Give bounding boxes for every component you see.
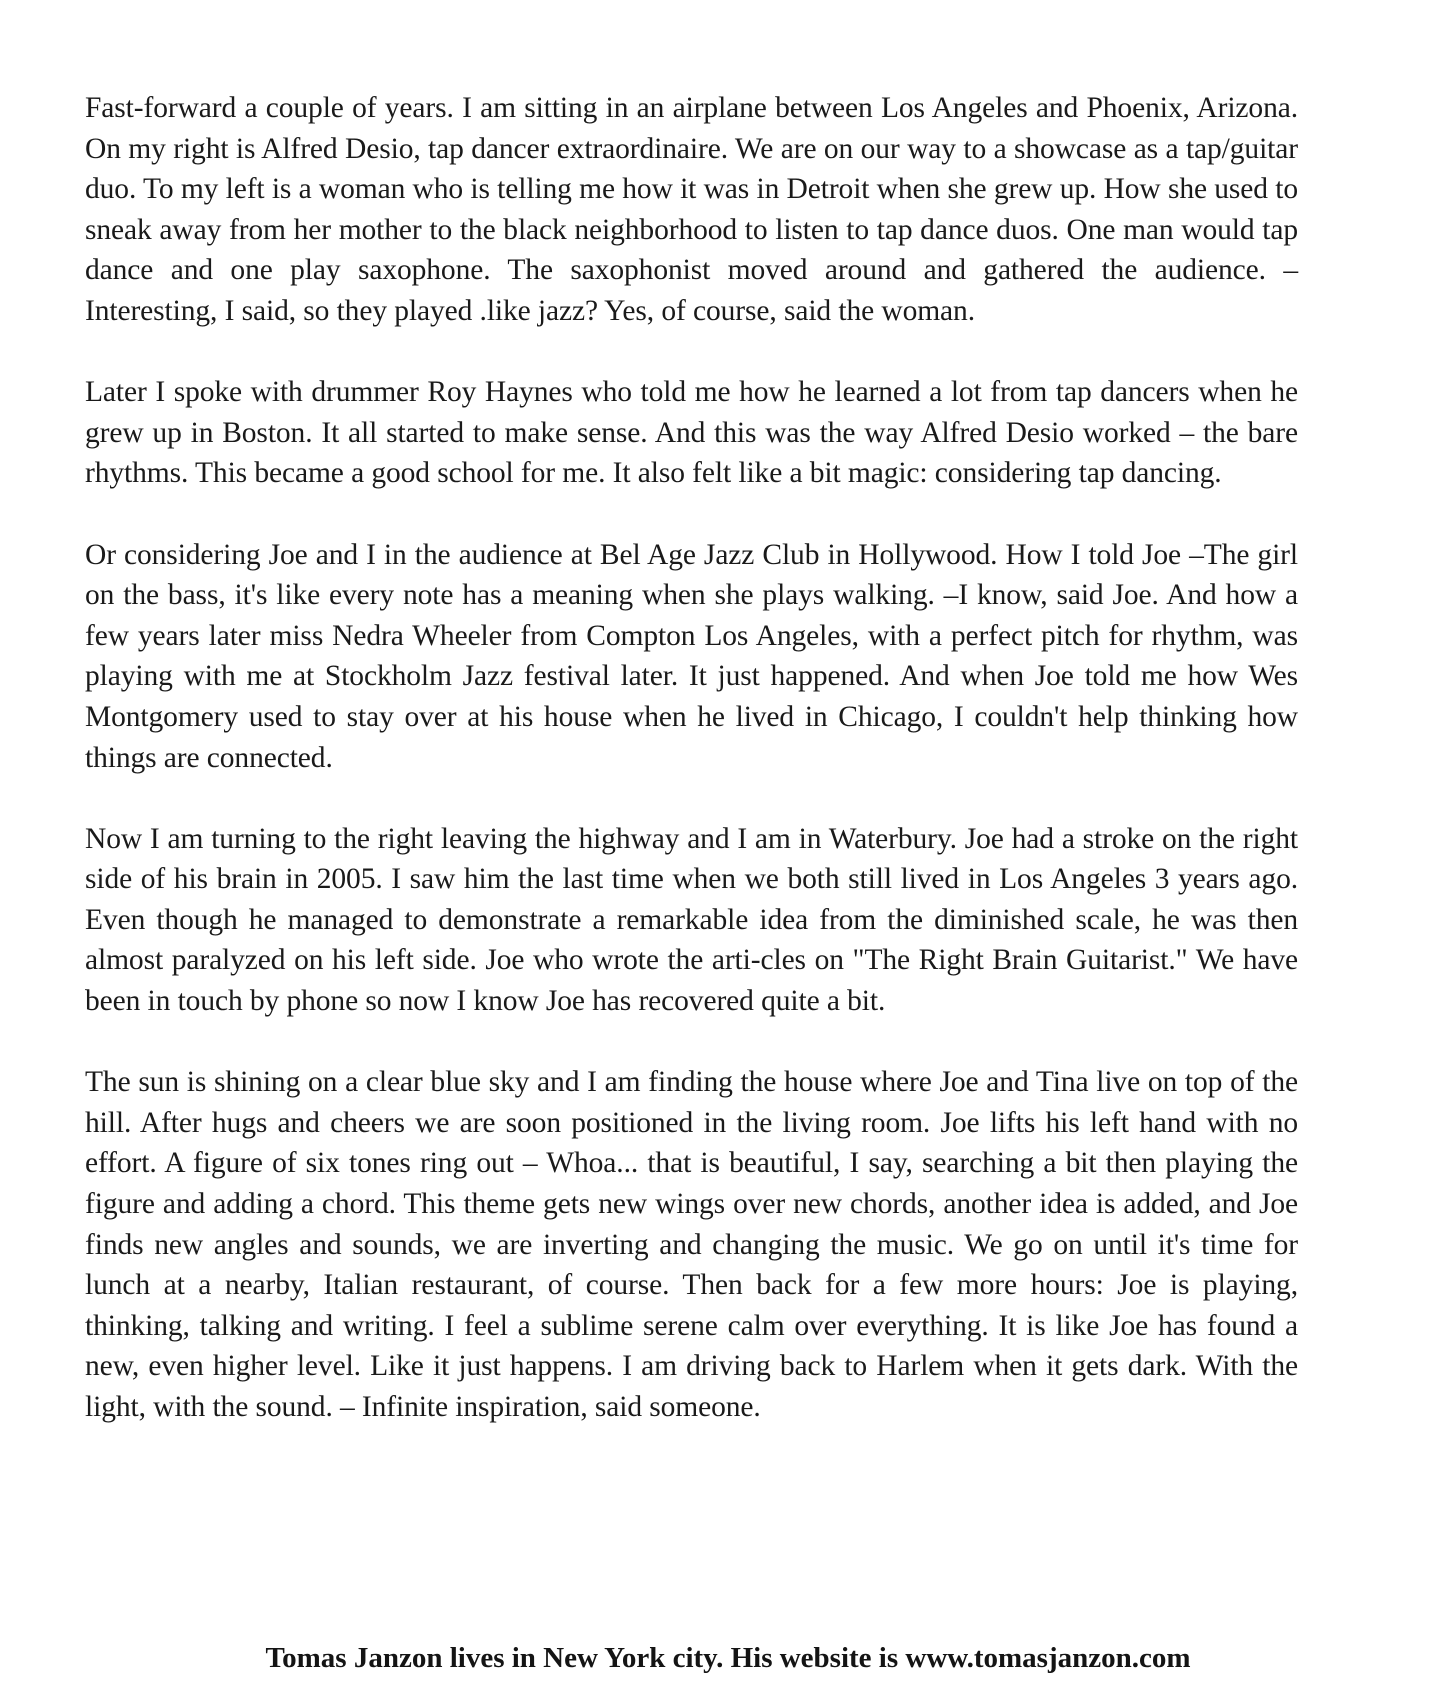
paragraph-airplane: Fast-forward a couple of years. I am sitting in an airplane between Los Angeles and Phoenix, Arizona. On my right is Alfred Desio, tap dancer extraordinaire. We are on our way to a showcase as a tap/guitar duo. To my left is a woman who is telling me how it was in Detroit when she grew up. How she used to sneak away from her mother to the black neighborhood to listen to tap dance duos. One man would tap dance and one play saxophone. The saxophonist moved around and gathered the audience. –Interesting, I said, so they played .like jazz? Yes, of course, said the woman. bbox=[85, 92, 1298, 327]
paragraph-waterbury: Now I am turning to the right leaving the highway and I am in Waterbury. Joe had a stroke on the right side of his brain in 2005. I saw him the last time when we both still lived in Los Angeles 3 years ago. Even though he managed to demonstrate a remarkable idea from the diminished scale, he was then almost paralyzed on his left side. Joe who wrote the arti-cles on "The Right Brain Guitarist." We have been in touch by phone so now I know Joe has recovered quite a bit. bbox=[85, 822, 1298, 1018]
article-body bbox=[85, 88, 1298, 1468]
paragraph-roy-haynes: Later I spoke with drummer Roy Haynes who told me how he learned a lot from tap dancers when he grew up in Boston. It all started to make sense. And this was the way Alfred Desio worked – the bare rhythms. This became a good school for me. It also felt like a bit magic: considering tap dancing. bbox=[85, 376, 1298, 490]
paragraph-bel-age-jazz-club: Or considering Joe and I in the audience at Bel Age Jazz Club in Hollywood. How I told Joe –The girl on the bass, it's like every note has a meaning when she plays walking. –I know, said Joe. And how a few years later miss Nedra Wheeler from Compton Los Angeles, with a perfect pitch for rhythm, was playing with me at Stockholm Jazz festival later. It just happened. And when Joe told me how Wes Montgomery used to stay over at his house when he lived in Chicago, I couldn't help thinking how things are connected. bbox=[85, 538, 1298, 774]
author-bio-footer: Tomas Janzon lives in New York city. His website is www.tomasjanzon.com bbox=[265, 1642, 1191, 1674]
paragraph-visit: The sun is shining on a clear blue sky and I am finding the house where Joe and Tina live on top of the hill. After hugs and cheers we are soon positioned in the living room. Joe lifts his left hand with no effort. A figure of six tones ring out – Whoa... that is beautiful, I say, searching a bit then playing the figure and adding a chord. This theme gets new wings over new chords, another idea is added, and Joe finds new angles and sounds, we are inverting and changing the music. We go on until it's time for lunch at a nearby, Italian restaurant, of course. Then back for a few more hours: Joe is playing, thinking, talking and writing. I feel a sublime serene calm over everything. It is like Joe has found a new, even higher level. Like it just happens. I am driving back to Harlem when it gets dark. With the light, with the sound. – Infinite inspiration, said someone. bbox=[85, 1066, 1298, 1423]
